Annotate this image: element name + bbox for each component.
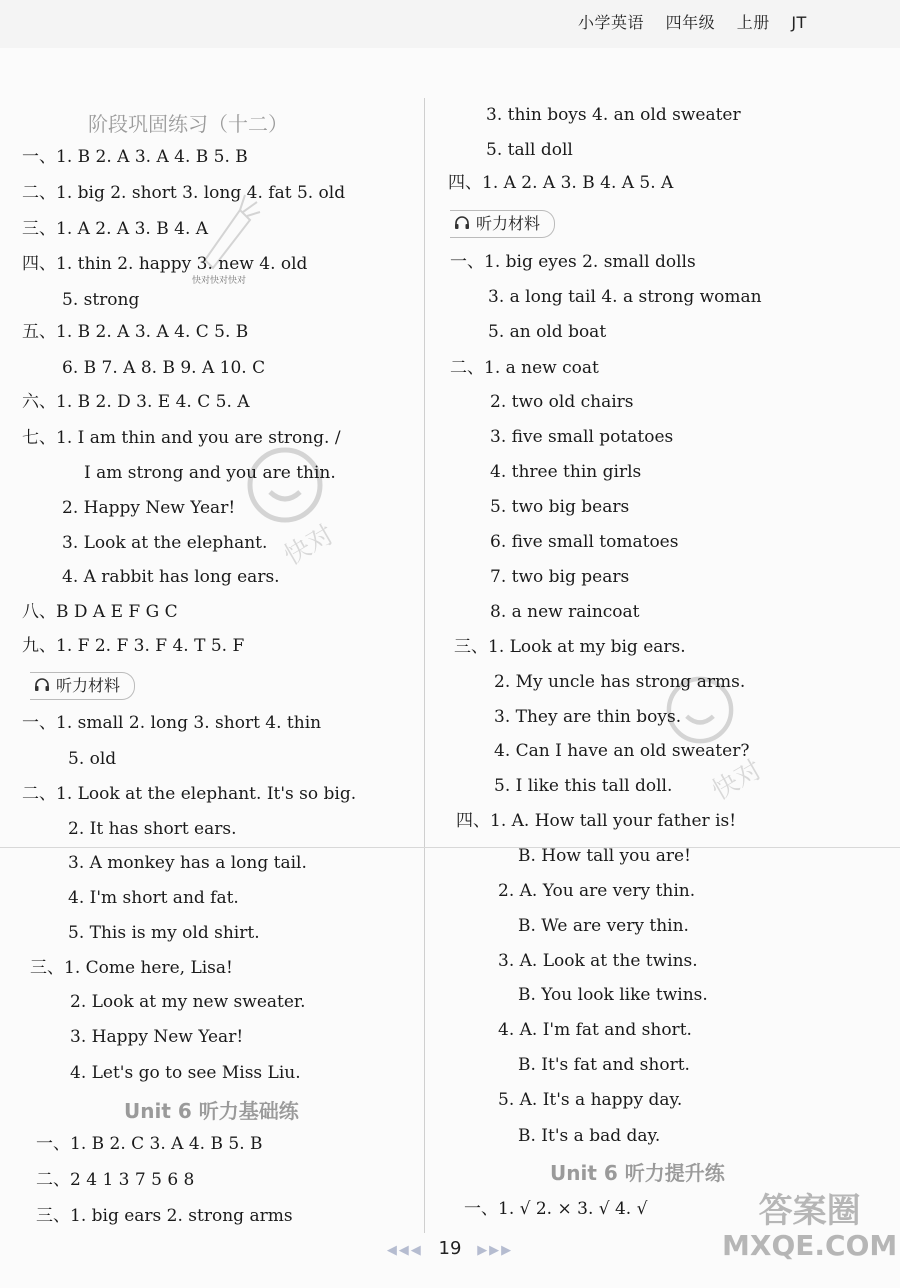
answer-line: 九、1. F 2. F 3. F 4. T 5. F [22, 636, 245, 656]
answer-line: 7. two big pears [490, 567, 630, 587]
carrot-stamp-icon [185, 190, 265, 290]
answer-line: 二、1. big 2. short 3. long 4. fat 5. old [22, 183, 346, 203]
answer-line: 四、1. A. How tall your father is! [456, 811, 737, 831]
answer-line: 一、1. √ 2. × 3. √ 4. √ [464, 1199, 648, 1219]
listening-label [30, 672, 135, 700]
answer-line: 6. B 7. A 8. B 9. A 10. C [62, 358, 266, 378]
right-arrows-icon: ▶▶▶ [477, 1243, 514, 1258]
answer-line: 二、2 4 1 3 7 5 6 8 [36, 1170, 195, 1190]
answer-line: 5. an old boat [488, 322, 607, 342]
answer-line: 3. They are thin boys. [494, 707, 682, 727]
answer-line: B. You look like twins. [518, 985, 708, 1005]
answer-line: 2. A. You are very thin. [498, 881, 696, 901]
headphones-icon [34, 677, 50, 693]
answer-line: 六、1. B 2. D 3. E 4. C 5. A [22, 392, 250, 412]
listening-label-text: 听力材料 [56, 676, 121, 695]
answer-line: 5. tall doll [486, 140, 573, 160]
answer-line: 四、1. thin 2. happy 3. new 4. old [22, 254, 308, 274]
answer-line: 4. Can I have an old sweater? [494, 741, 750, 761]
answer-line: 二、1. a new coat [450, 358, 599, 378]
unit-title: Unit 6 听力提升练 [550, 1161, 725, 1185]
site-watermark-top: 答案圈 [758, 1191, 861, 1231]
answer-line: 四、1. A 2. A 3. B 4. A 5. A [448, 173, 674, 193]
answer-line: 3. a long tail 4. a strong woman [488, 287, 762, 307]
answer-line: 4. A rabbit has long ears. [62, 567, 280, 587]
brand-watermark: 快对 [279, 519, 340, 572]
answer-line: I am strong and you are thin. [84, 463, 336, 483]
header-edition: JT [791, 13, 807, 32]
answer-line: 三、1. Look at my big ears. [454, 637, 686, 657]
listening-label-text: 听力材料 [476, 214, 541, 233]
page-header [0, 0, 900, 48]
left-arrows-icon: ◀◀◀ [386, 1243, 423, 1258]
header-text [578, 10, 823, 33]
answer-line: 三、1. A 2. A 3. B 4. A [22, 219, 209, 239]
header-grade: 四年级 [665, 13, 716, 32]
answer-line: 4. I'm short and fat. [68, 888, 239, 908]
answer-line: 5. two big bears [490, 497, 630, 517]
answer-line: B. How tall you are! [518, 846, 691, 866]
answer-line: 八、B D A E F G C [22, 602, 178, 622]
answer-line: 2. Look at my new sweater. [70, 992, 306, 1012]
answer-line: B. We are very thin. [518, 916, 689, 936]
answer-line: 5. This is my old shirt. [68, 923, 260, 943]
site-watermark-bottom: MXQE.COM [722, 1229, 898, 1262]
answer-line: 5. I like this tall doll. [494, 776, 673, 796]
answer-line: 4. Let's go to see Miss Liu. [70, 1063, 301, 1083]
smiley-watermark-icon [660, 670, 740, 754]
answer-line: 2. My uncle has strong arms. [494, 672, 746, 692]
answer-line: 3. Happy New Year! [70, 1027, 244, 1047]
answer-line: 一、1. B 2. A 3. A 4. B 5. B [22, 147, 248, 167]
answer-line: 二、1. Look at the elephant. It's so big. [22, 784, 357, 804]
stamp-text: 快对快对快对 [192, 276, 247, 286]
answer-line: 3. five small potatoes [490, 427, 674, 447]
header-term: 上册 [736, 13, 770, 32]
answer-line: 五、1. B 2. A 3. A 4. C 5. B [22, 322, 249, 342]
answer-line: 2. Happy New Year! [62, 498, 236, 518]
answer-line: 三、1. Come here, Lisa! [30, 958, 233, 978]
headphones-icon [454, 215, 470, 231]
page-number: 19 [438, 1238, 462, 1259]
answer-line: 3. A. Look at the twins. [498, 951, 698, 971]
header-subject: 小学英语 [578, 13, 645, 32]
answer-line: 三、1. big ears 2. strong arms [36, 1206, 293, 1226]
brand-watermark: 快对 [707, 754, 768, 807]
unit-title: Unit 6 听力基础练 [124, 1099, 299, 1123]
answer-line: 4. A. I'm fat and short. [498, 1020, 692, 1040]
answer-line: 3. A monkey has a long tail. [68, 853, 307, 873]
answer-line: 一、1. small 2. long 3. short 4. thin [22, 713, 322, 733]
column-divider [424, 98, 425, 1233]
answer-line: 2. two old chairs [490, 392, 634, 412]
listening-label [450, 210, 555, 238]
answer-line: B. It's a bad day. [518, 1126, 661, 1146]
answer-line: 一、1. B 2. C 3. A 4. B 5. B [36, 1134, 263, 1154]
answer-line: 8. a new raincoat [490, 602, 640, 622]
answer-line: 4. three thin girls [490, 462, 642, 482]
answer-line: 一、1. big eyes 2. small dolls [450, 252, 696, 272]
answer-line: 3. thin boys 4. an old sweater [486, 105, 741, 125]
answer-line: 2. It has short ears. [68, 819, 237, 839]
answer-line: 七、1. I am thin and you are strong. / [22, 428, 341, 448]
page-footer [0, 1238, 900, 1259]
answer-line: 5. strong [62, 290, 140, 310]
answer-line: 6. five small tomatoes [490, 532, 679, 552]
page-fold-line [0, 847, 900, 848]
answer-line: B. It's fat and short. [518, 1055, 690, 1075]
section-title: 阶段巩固练习（十二） [88, 112, 288, 136]
answer-line: 5. A. It's a happy day. [498, 1090, 683, 1110]
answer-line: 3. Look at the elephant. [62, 533, 268, 553]
answer-line: 5. old [68, 749, 117, 769]
